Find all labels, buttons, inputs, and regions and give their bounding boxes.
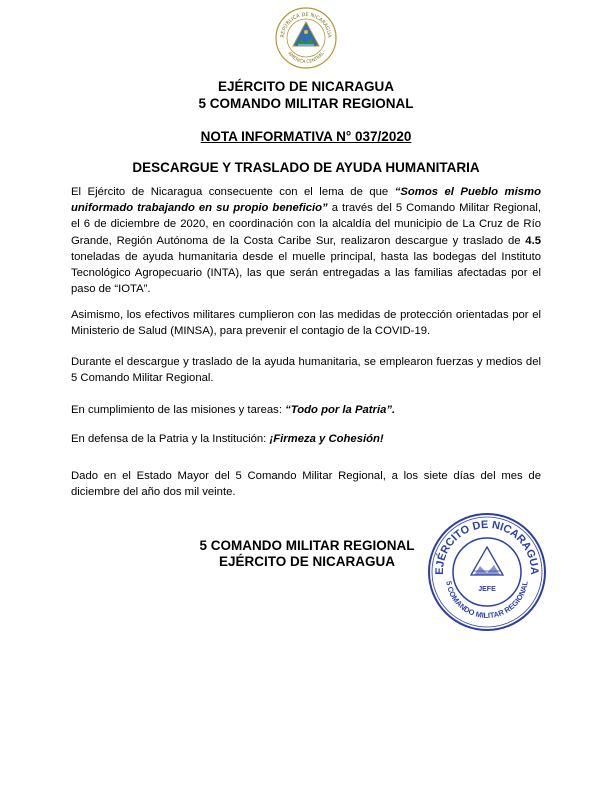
paragraph-4-text: En cumplimiento de las misiones y tareas: bbox=[71, 404, 286, 416]
paragraph-4 bbox=[71, 402, 541, 418]
paragraph-1 bbox=[71, 184, 541, 297]
svg-text:REPÚBLICA DE NICARAGUA: REPÚBLICA DE NICARAGUA bbox=[279, 11, 333, 38]
motto-quote: “Somos el Pueblo mismo uniformado trabajando en su propio beneficio” bbox=[71, 186, 541, 215]
paragraph-1-intro: El Ejército de Nicaragua consecuente con el lema de que bbox=[71, 186, 395, 198]
closing-paragraph: Dado en el Estado Mayor del 5 Comando Militar Regional, a los siete días del mes de diciembre del año dos mil veinte. bbox=[71, 470, 541, 499]
svg-text:AMÉRICA CENTRAL: AMÉRICA CENTRAL bbox=[286, 51, 326, 66]
paragraph-1-text-a: a través del 5 Comando Militar Regional, el 6 de diciembre de 2020, en coordinación con la alcaldía del municipio de La Cruz de Río Grande, Región Autónoma de la Costa Caribe Sur, realizaron descargue y traslado de bbox=[71, 202, 542, 247]
svg-text:5 COMANDO MILITAR REGIONAL: 5 COMANDO MILITAR REGIONAL bbox=[444, 580, 530, 621]
organization-name: EJÉRCITO DE NICARAGUA bbox=[217, 79, 395, 94]
signature-unit: 5 COMANDO MILITAR REGIONAL bbox=[199, 538, 415, 553]
paragraph-3: Durante el descargue y traslado de la ayuda humanitaria, se emplearon fuerzas y medios del 5 Comando Militar Regional. bbox=[71, 356, 541, 385]
paragraph-2: Asimismo, los efectivos militares cumplieron con las medidas de protección orientadas por el Ministerio de Salud (MINSA), para prevenir el contagio de la COVID-19. bbox=[71, 309, 541, 338]
organization-header bbox=[0, 78, 612, 112]
stamp-center-label: JEFE bbox=[478, 586, 496, 593]
unit-name: 5 COMANDO MILITAR REGIONAL bbox=[198, 96, 414, 111]
signature-organization: EJÉRCITO DE NICARAGUA bbox=[218, 554, 396, 569]
paragraph-5-text: En defensa de la Patria y la Institución: bbox=[71, 433, 270, 445]
note-number-text: NOTA INFORMATIVA N° 037/2020 bbox=[200, 129, 412, 144]
page-title: DESCARGUE Y TRASLADO DE AYUDA HUMANITARIA bbox=[132, 160, 480, 175]
coat-of-arms-icon bbox=[274, 6, 338, 70]
svg-text:EJÉRCITO DE NICARAGUA: EJÉRCITO DE NICARAGUA bbox=[433, 518, 541, 575]
paragraph-5 bbox=[71, 431, 541, 447]
paragraph-1-text-b: toneladas de ayuda humanitaria desde el muelle principal, hasta las bodegas del Instituto Tecnológico Agropecuario (INTA), las que serán entregadas a las familias afectadas por el paso de “IOTA”. bbox=[71, 250, 541, 296]
slogan-patria: “Todo por la Patria”. bbox=[285, 404, 396, 416]
note-number bbox=[0, 129, 612, 144]
official-stamp-icon bbox=[426, 511, 548, 633]
slogan-firmeza: ¡Firmeza y Cohesión! bbox=[269, 433, 384, 445]
aid-quantity: 4.5 bbox=[525, 234, 541, 247]
signature-block bbox=[172, 538, 442, 570]
